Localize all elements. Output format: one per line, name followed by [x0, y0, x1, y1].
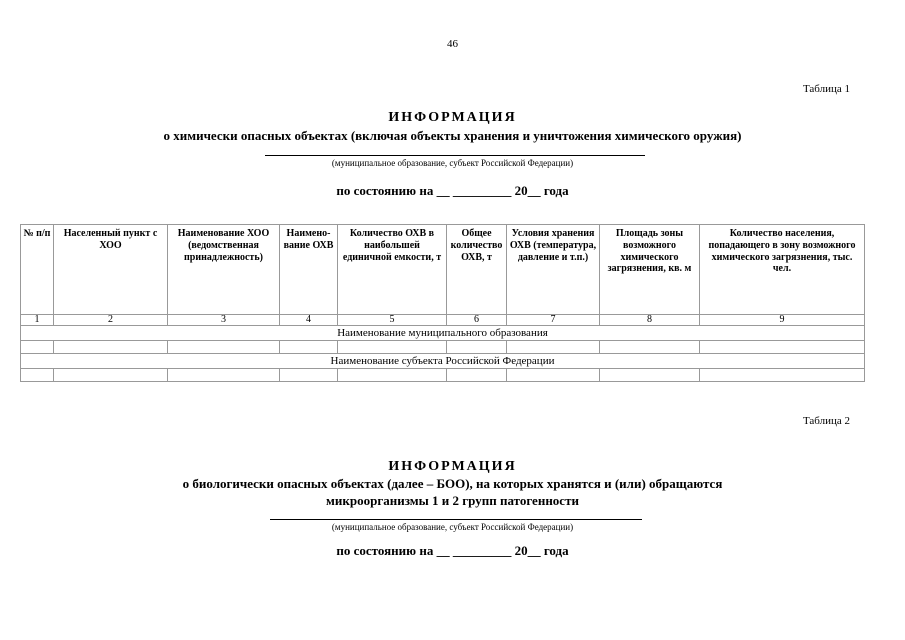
empty-cell — [700, 341, 865, 354]
empty-cell — [21, 341, 54, 354]
empty-cell — [507, 341, 600, 354]
empty-cell — [447, 341, 507, 354]
page-number: 46 — [447, 38, 458, 50]
table2-caption: (муниципальное образование, субъект Российской Федерации) — [331, 522, 574, 532]
empty-cell — [507, 369, 600, 382]
empty-cell — [21, 369, 54, 382]
column-number: 4 — [280, 315, 338, 326]
column-number: 8 — [600, 315, 700, 326]
table2-subtitle-line1: о биологически опасных объектах (далее – БОО), на которых хранятся и (или) обращаются — [182, 476, 723, 491]
table1-label: Таблица 1 — [802, 83, 850, 95]
column-number: 5 — [338, 315, 447, 326]
empty-cell — [168, 341, 280, 354]
empty-cell — [54, 369, 168, 382]
header-cell: Населенный пункт с ХОО — [54, 225, 168, 315]
empty-cell — [168, 369, 280, 382]
table1-subtitle: о химически опасных объектах (включая объекты хранения и уничтожения химического оружия) — [163, 128, 742, 143]
column-number: 3 — [168, 315, 280, 326]
table1-title: ИНФОРМАЦИЯ — [388, 110, 517, 125]
column-number: 7 — [507, 315, 600, 326]
empty-cell — [338, 341, 447, 354]
header-cell: № п/п — [21, 225, 54, 315]
header-cell: Общее количество ОХВ, т — [447, 225, 507, 315]
header-cell: Количество ОХВ в наибольшей единичной емкости, т — [338, 225, 447, 315]
empty-cell — [338, 369, 447, 382]
header-cell: Площадь зоны возможного химического загрязнения, кв. м — [600, 225, 700, 315]
header-cell: Наимено-вание ОХВ — [280, 225, 338, 315]
header-cell: Условия хранения ОХВ (температура, давление и т.п.) — [507, 225, 600, 315]
empty-cell — [54, 341, 168, 354]
column-number: 9 — [700, 315, 865, 326]
table1-caption: (муниципальное образование, субъект Российской Федерации) — [331, 158, 574, 168]
chemical-objects-table — [20, 224, 865, 382]
table2-title: ИНФОРМАЦИЯ — [388, 459, 517, 474]
table2-label: Таблица 2 — [802, 415, 850, 427]
empty-cell — [600, 341, 700, 354]
subject-name-row: Наименование субъекта Российской Федерации — [21, 354, 865, 369]
empty-cell — [700, 369, 865, 382]
header-cell: Наименование ХОО (ведомственная принадлежность) — [168, 225, 280, 315]
table1-fill-line — [265, 155, 645, 156]
table2-subtitle-line2: микроорганизмы 1 и 2 групп патогенности — [326, 493, 579, 508]
table2-as-of: по состоянию на __ _________ 20__ года — [336, 543, 569, 558]
empty-cell — [280, 369, 338, 382]
table1-as-of: по состоянию на __ _________ 20__ года — [336, 183, 569, 198]
column-number: 6 — [447, 315, 507, 326]
table2-fill-line — [270, 519, 642, 520]
column-number: 1 — [21, 315, 54, 326]
municipal-name-row: Наименование муниципального образования — [21, 326, 865, 341]
header-cell: Количество населения, попадающего в зону возможного химического загрязнения, тыс. чел. — [700, 225, 865, 315]
empty-cell — [280, 341, 338, 354]
column-number: 2 — [54, 315, 168, 326]
empty-cell — [600, 369, 700, 382]
empty-cell — [447, 369, 507, 382]
